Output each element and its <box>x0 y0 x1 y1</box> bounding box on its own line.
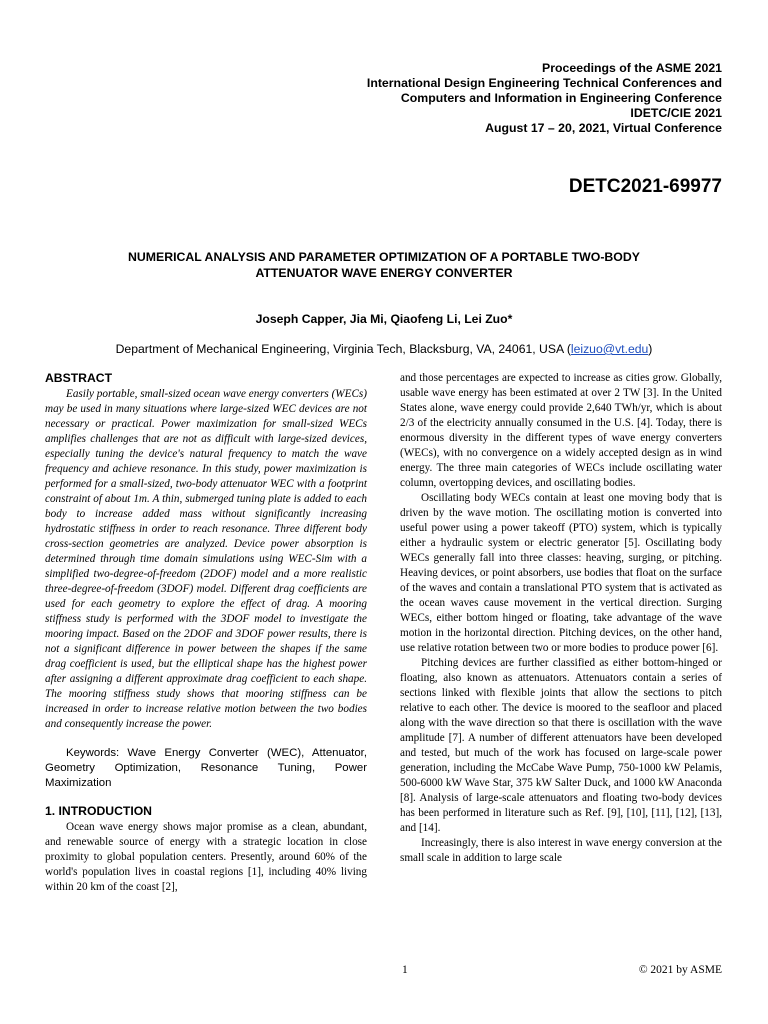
header-line: IDETC/CIE 2021 <box>630 106 722 120</box>
paper-id: DETC2021-69977 <box>568 176 722 197</box>
conference-header <box>122 61 722 136</box>
header-line: International Design Engineering Technical Conferences and <box>366 76 722 90</box>
introduction-heading: 1. INTRODUCTION <box>45 804 152 818</box>
abstract-heading: ABSTRACT <box>45 371 113 385</box>
left-column <box>45 371 367 895</box>
intro-paragraph: Ocean wave energy shows major promise as a clean, abundant, and renewable source of energy with a strategic location in close proximity to global population centers. Presently, around 60% of the world's population lives in coastal regions [1], including 40% living within 20 km of the coast [2], <box>45 821 367 893</box>
header-line: Proceedings of the ASME 2021 <box>542 61 722 75</box>
header-line: August 17 – 20, 2021, Virtual Conference <box>485 121 722 135</box>
title-line: NUMERICAL ANALYSIS AND PARAMETER OPTIMIZATION OF A PORTABLE TWO-BODY <box>128 250 640 264</box>
paper-title <box>60 249 708 281</box>
title-line: ATTENUATOR WAVE ENERGY CONVERTER <box>255 266 513 280</box>
affiliation-text: Department of Mechanical Engineering, Virginia Tech, Blacksburg, VA, 24061, USA ( <box>115 342 571 356</box>
email-link[interactable]: leizuo@vt.edu <box>570 342 649 356</box>
page-number: 1 <box>402 964 408 976</box>
body-paragraph: Oscillating body WECs contain at least one moving body that is driven by the wave motion. The oscillating motion is converted into useful power using a power takeoff (PTO) system, which is typically either a hydraulic system or electric generator [5]. Oscillating body WECs generally fall into three classes: heaving, surging, or pitching. Heaving devices, or point absorbers, use bodies that float on the surface of the waves and contain a translational PTO system that is activated as the ocean waves cause movement in the vertical direction. Surging WECs, either bottom hinged or floating, take advantage of the wave motion in the horizontal direction. Pitching devices, on the other hand, use relative rotation between two or more bodies to produce power [6]. <box>400 492 722 654</box>
abstract-text: Easily portable, small-sized ocean wave energy converters (WECs) may be used in many situations where large-sized WEC devices are not necessary or practical. Power maximization for small-sized WECs amplifies challenges that are not as difficult with large-sized devices, especially tuning the device's natural frequency to match the wave frequency and achieve resonance. In this study, power maximization is performed for a small-sized, two-body attenuator WEC with a footprint constraint of about 1m. A thin, submerged tuning plate is added to each body to increase added mass without significantly increasing hydrostatic stiffness in order to reach resonance. Three different body cross-section geometries are analyzed. Device power absorption is determined through time domain simulations using WEC-Sim with a simplified two-degree-of-freedom (2DOF) model and a more realistic three-degree-of-freedom (3DOF) model. Different drag coefficients are used for each geometry to explore the effect of drag. A mooring stiffness study is performed with the 3DOF model to investigate the mooring impact. Based on the 2DOF and 3DOF power results, there is not a significant difference in power between the shapes if the same drag coefficient is used, but the elliptical shape has the highest power after assigning a different approximate drag coefficient to each shape. The mooring stiffness study shows that mooring stiffness can be increased in order to increase relative motion between the two bodies and consequently increase the power. <box>45 388 367 730</box>
body-paragraph: and those percentages are expected to increase as cities grow. Globally, usable wave energy has been estimated at over 2 TW [3]. In the United States alone, wave energy could provide 2,640 TWh/yr, which is about 2/3 of the electricity annually consumed in the U.S. [4]. Today, there is enormous diversity in the different types of wave energy converters (WECs), with no convergence on a widely accepted design as in wind energy. The three main categories of WECs include oscillating water column, overtopping devices, and oscillating bodies. <box>400 372 722 489</box>
authors: Joseph Capper, Jia Mi, Qiaofeng Li, Lei Zuo* <box>255 312 513 326</box>
header-line: Computers and Information in Engineering Conference <box>400 91 722 105</box>
body-paragraph: Increasingly, there is also interest in wave energy conversion at the small scale in addition to large scale <box>400 837 722 864</box>
affiliation-close: ) <box>648 342 653 356</box>
copyright: © 2021 by ASME <box>638 964 722 976</box>
keywords: Keywords: Wave Energy Converter (WEC), Attenuator, Geometry Optimization, Resonance Tuning, Power Maximization <box>45 747 367 789</box>
right-column <box>400 371 722 866</box>
body-paragraph: Pitching devices are further classified as either bottom-hinged or floating, also known as attenuators. Attenuators contain a series of sections linked with flexible joints that allow the sections to pitch relative to each other. The device is moored to the seafloor and placed along with the wave direction so that there is oscillation with the wave amplitude [7]. A number of different attenuators have been developed and tested, but much of the work has focused on large-scale power generation, including the McCabe Wave Pump, 750-1000 kW Pelamis, 500-6000 kW Wave Star, 375 kW Salter Duck, and 1000 kW Anaconda [8]. Analysis of large-scale attenuators and floating two-body devices has been performed in literature such as Ref. [9], [10], [11], [12], [13], and [14]. <box>400 657 722 834</box>
affiliation <box>0 342 768 356</box>
